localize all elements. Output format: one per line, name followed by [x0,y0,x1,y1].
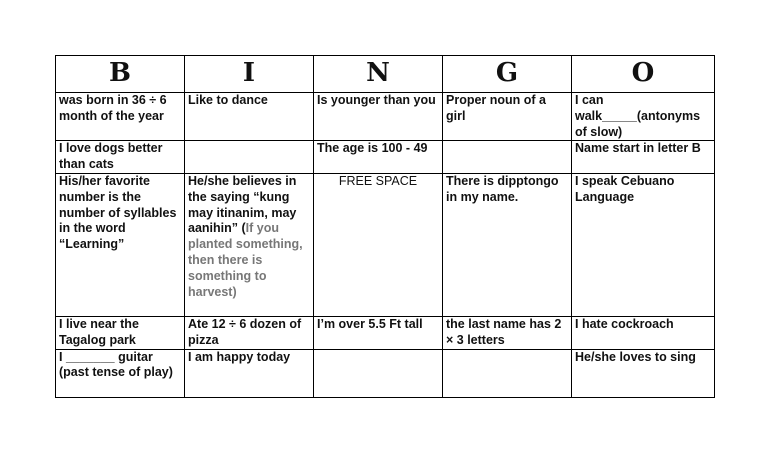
header-letter-o: O [572,56,715,93]
cell-main-text: He/she believes in the saying “kung may itinanim, may aanihin” ( [188,173,297,236]
bingo-row [56,93,715,141]
bingo-cell: He/she loves to sing [572,349,715,397]
bingo-cell [185,141,314,174]
header-row [56,56,715,93]
bingo-cell: Name start in letter B [572,141,715,174]
bingo-cell: The age is 100 - 49 [314,141,443,174]
header-letter-n: N [314,56,443,93]
bingo-card [55,55,715,398]
cell-gray-translation: If you planted something, then there is something to harvest) [188,221,303,299]
bingo-cell: I am happy today [185,349,314,397]
bingo-cell: I love dogs better than cats [56,141,185,174]
bingo-row [56,349,715,397]
bingo-cell: Like to dance [185,93,314,141]
header-letter-i: I [185,56,314,93]
bingo-cell [443,349,572,397]
bingo-cell: Is younger than you [314,93,443,141]
bingo-cell: I hate cockroach [572,316,715,349]
header-letter-b: B [56,56,185,93]
bingo-cell: was born in 36 ÷ 6 month of the year [56,93,185,141]
bingo-cell: I live near the Tagalog park [56,316,185,349]
bingo-cell: Ate 12 ÷ 6 dozen of pizza [185,316,314,349]
header-letter-g: G [443,56,572,93]
bingo-cell: Proper noun of a girl [443,93,572,141]
bingo-cell [185,173,314,316]
bingo-cell: I speak Cebuano Language [572,173,715,316]
bingo-cell: I _______ guitar (past tense of play) [56,349,185,397]
bingo-cell: There is dipptongo in my name. [443,173,572,316]
bingo-row [56,141,715,174]
bingo-row [56,316,715,349]
bingo-cell [443,141,572,174]
bingo-cell: I can walk_____(antonyms of slow) [572,93,715,141]
bingo-cell: His/her favorite number is the number of syllables in the word “Learning” [56,173,185,316]
free-space-cell: FREE SPACE [314,173,443,316]
bingo-row [56,173,715,316]
bingo-cell [314,349,443,397]
bingo-cell: the last name has 2 × 3 letters [443,316,572,349]
bingo-cell: I’m over 5.5 Ft tall [314,316,443,349]
